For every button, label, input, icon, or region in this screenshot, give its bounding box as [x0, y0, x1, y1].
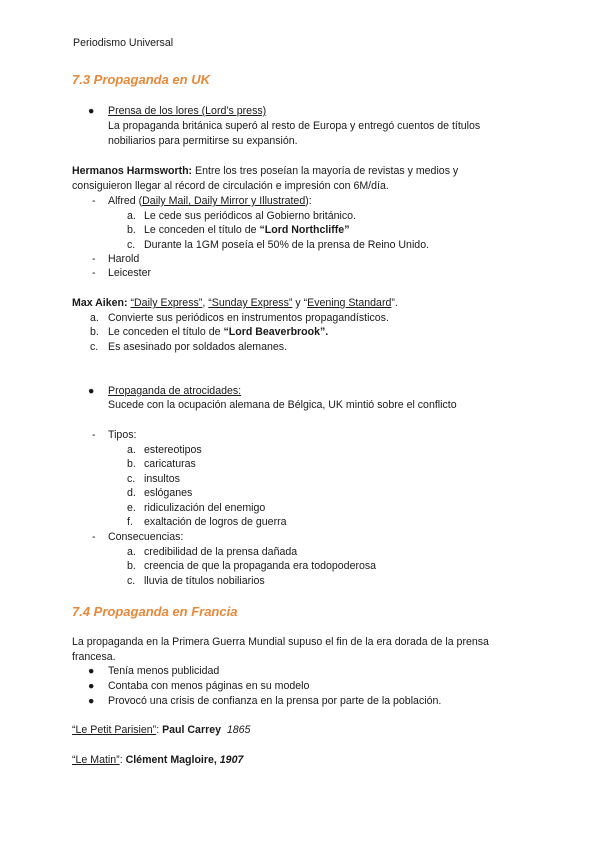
- alfred-name: Alfred (: [108, 195, 143, 207]
- bullet-marker: ●: [88, 105, 95, 117]
- alfred-item-b: [144, 223, 350, 237]
- separator: :: [156, 724, 163, 736]
- max-paper-1: “Daily Express”: [130, 297, 203, 309]
- harmsworth-label: Hermanos Harmsworth:: [72, 165, 193, 177]
- separator: :: [119, 754, 126, 766]
- tipos-item: eslóganes: [144, 487, 193, 499]
- list-marker: c.: [90, 341, 99, 353]
- le-petit-parisien-line: [72, 723, 250, 737]
- consecuencias-item: credibilidad de la prensa dañada: [144, 546, 298, 558]
- alfred-item-c: Durante la 1GM poseía el 50% de la prensa de Reino Unido.: [144, 239, 430, 251]
- bullet-marker: ●: [88, 665, 95, 677]
- francia-bullet: Provocó una crisis de confianza en la prensa por parte de la población.: [108, 695, 442, 707]
- consecuencias-item: creencia de que la propaganda era todopoderosa: [144, 560, 377, 572]
- alfred-title-bold: “Lord Northcliffe”: [259, 224, 350, 236]
- list-marker: b.: [127, 224, 136, 236]
- founding-year: 1907: [219, 754, 244, 766]
- leicester-item: Leicester: [108, 267, 151, 279]
- item-lords-press-line1: La propaganda británica superó al resto de Europa y entregó cuentos de títulos: [108, 120, 481, 132]
- list-marker: a.: [127, 444, 136, 456]
- list-marker: b.: [90, 326, 99, 338]
- item-lords-press-line2: nobiliarios para permitirse su expansión.: [108, 135, 298, 147]
- tipos-item: insultos: [144, 473, 180, 485]
- francia-bullet: Contaba con menos páginas en su modelo: [108, 680, 310, 692]
- alfred-line: [108, 194, 312, 208]
- alfred-item-a: Le cede sus periódicos al Gobierno británico.: [144, 210, 356, 222]
- harmsworth-line1: [72, 164, 458, 178]
- separator: ,: [202, 297, 209, 309]
- alfred-papers: Daily Mail, Daily Mirror y Illustrated: [142, 195, 306, 207]
- max-title-bold: “Lord Beaverbrook”.: [223, 326, 329, 338]
- max-aiken-label: Max Aiken:: [72, 297, 128, 309]
- dash-marker: -: [92, 195, 96, 207]
- bullet-marker: ●: [88, 680, 95, 692]
- consecuencias-label: Consecuencias:: [108, 531, 184, 543]
- page-header: Periodismo Universal: [73, 37, 174, 49]
- harmsworth-line2: consiguieron llegar al récord de circulación e impresión con 6M/día.: [72, 180, 389, 192]
- dash-marker: -: [92, 429, 96, 441]
- max-paper-2: “Sunday Express”: [208, 297, 293, 309]
- consecuencias-item: lluvia de títulos nobiliarios: [144, 575, 265, 587]
- list-marker: a.: [90, 312, 99, 324]
- alfred-item-b-text: Le conceden el título de: [144, 224, 260, 236]
- list-marker: a.: [127, 210, 136, 222]
- list-marker: c.: [127, 239, 136, 251]
- francia-paragraph-line2: francesa.: [72, 651, 116, 663]
- max-paper-3: Evening Standard: [307, 297, 392, 309]
- tipos-label: Tipos:: [108, 429, 137, 441]
- list-marker: c.: [127, 473, 136, 485]
- francia-paragraph-line1: La propaganda en la Primera Guerra Mundial supuso el fin de la era dorada de la prensa: [72, 636, 489, 648]
- harmsworth-text: Entre los tres poseían la mayoría de revistas y medios y: [192, 165, 459, 177]
- list-marker: a.: [127, 546, 136, 558]
- le-matin-title: “Le Matin”: [72, 754, 120, 766]
- list-marker: e.: [127, 502, 136, 514]
- bullet-marker: ●: [88, 695, 95, 707]
- founder-name: Clément Magloire,: [125, 754, 217, 766]
- list-marker: d.: [127, 487, 136, 499]
- tipos-item: ridiculización del enemigo: [144, 502, 266, 514]
- section-heading-7-4: 7.4 Propaganda en Francia: [72, 604, 238, 619]
- item-lords-press-title: Prensa de los lores (Lord’s press): [108, 105, 267, 117]
- dash-marker: -: [92, 253, 96, 265]
- francia-bullet: Tenía menos publicidad: [108, 665, 220, 677]
- tipos-item: exaltación de logros de guerra: [144, 516, 287, 528]
- dash-marker: -: [92, 267, 96, 279]
- separator: y “: [292, 297, 308, 309]
- alfred-close: ):: [305, 195, 312, 207]
- atrocities-title: Propaganda de atrocidades:: [108, 385, 242, 397]
- le-petit-parisien-title: “Le Petit Parisien”: [72, 724, 157, 736]
- list-marker: b.: [127, 560, 136, 572]
- max-item-c: Es asesinado por soldados alemanes.: [108, 341, 288, 353]
- atrocities-line1: Sucede con la ocupación alemana de Bélgica, UK mintió sobre el conflicto: [108, 399, 457, 411]
- list-marker: b.: [127, 458, 136, 470]
- max-item-b-text: Le conceden el título de: [108, 326, 224, 338]
- dash-marker: -: [92, 531, 96, 543]
- line-end: ”.: [391, 297, 398, 309]
- max-item-a: Convierte sus periódicos en instrumentos propagandísticos.: [108, 312, 389, 324]
- founding-year: 1865: [226, 724, 251, 736]
- tipos-item: caricaturas: [144, 458, 196, 470]
- le-matin-line: [72, 753, 243, 767]
- max-aiken-line: [72, 296, 398, 310]
- max-item-b: [108, 325, 328, 339]
- section-heading-7-3: 7.3 Propaganda en UK: [72, 72, 210, 87]
- bullet-marker: ●: [88, 385, 95, 397]
- founder-name: Paul Carrey: [162, 724, 221, 736]
- list-marker: f.: [127, 516, 133, 528]
- harold-item: Harold: [108, 253, 140, 265]
- list-marker: c.: [127, 575, 136, 587]
- tipos-item: estereotipos: [144, 444, 202, 456]
